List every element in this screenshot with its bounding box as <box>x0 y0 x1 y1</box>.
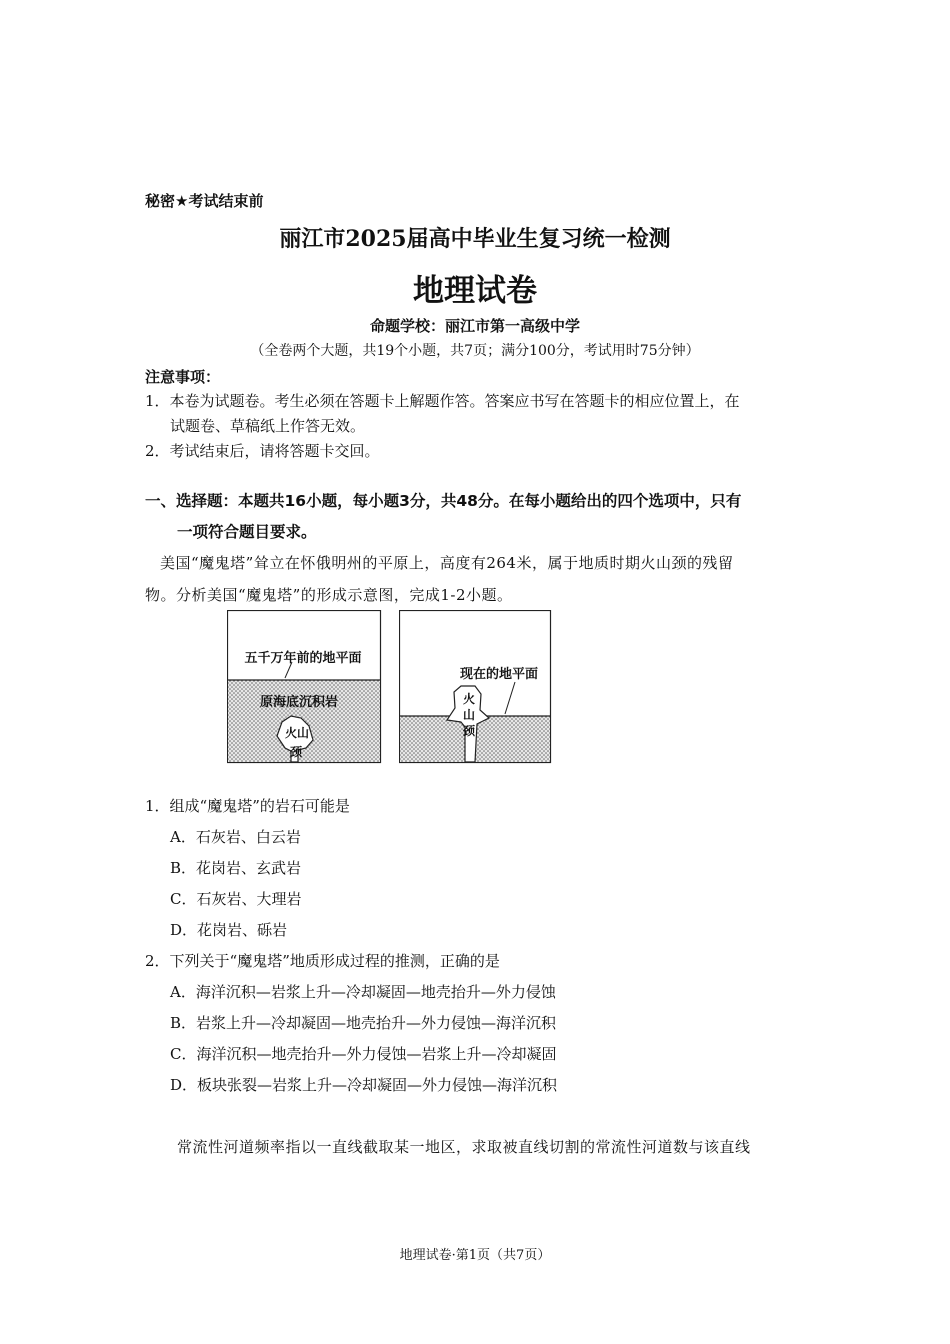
passage-line: 常流性河道频率指以一直线截取某一地区，求取被直线切割的常流性河道数与该直线 <box>177 1138 751 1156</box>
page-footer: 地理试卷·第1页（共7页） <box>399 1248 551 1263</box>
subject-title: 地理试卷 <box>413 273 537 309</box>
label-sediment-rock: 原海底沉积岩 <box>259 695 339 710</box>
question-1-option-a: A．石灰岩、白云岩 <box>170 828 301 846</box>
exam-title: 丽江市2025届高中毕业生复习统一检测 <box>279 226 671 252</box>
question-2-option-b: B．岩浆上升—冷却凝固—地壳抬升—外力侵蚀—海洋沉积 <box>170 1014 557 1032</box>
label-neck: 颈 <box>289 745 303 759</box>
label-neck: 火山 <box>284 726 310 740</box>
figure-present-diagram <box>399 610 552 764</box>
question-2-stem: 2．下列关于“魔鬼塔”地质形成过程的推测，正确的是 <box>145 952 500 970</box>
question-1-option-b: B．花岗岩、玄武岩 <box>170 859 302 877</box>
question-1-option-d: D．花岗岩、砾岩 <box>170 921 288 939</box>
section-heading-continued: 一项符合题目要求。 <box>177 523 317 541</box>
note-1-continued: 试题卷、草稿纸上作答无效。 <box>170 417 366 435</box>
question-1-stem: 1．组成“魔鬼塔”的岩石可能是 <box>145 797 350 815</box>
passage-line: 美国“魔鬼塔”耸立在怀俄明州的平原上，高度有264米，属于地质时期火山颈的残留 <box>160 554 734 572</box>
notes-heading: 注意事项： <box>145 368 221 386</box>
note-text: 考试结束后，请将答题卡交回。 <box>169 442 380 460</box>
section-heading: 一、选择题：本题共16小题，每小题3分，共48分。在每小题给出的四个选项中，只有 <box>145 492 742 510</box>
question-2-option-a: A．海洋沉积—岩浆上升—冷却凝固—地壳抬升—外力侵蚀 <box>170 983 556 1001</box>
note-1 <box>145 390 740 411</box>
note-number: 2． <box>145 442 170 460</box>
exam-info: （全卷两个大题，共19个小题，共7页；满分100分，考试用时75分钟） <box>250 343 700 359</box>
label-present-ground: 现在的地平面 <box>459 667 539 682</box>
setter-school: 命题学校：丽江市第一高级中学 <box>369 317 580 335</box>
figure-past-diagram <box>227 610 382 764</box>
question-1-option-c: C．石灰岩、大理岩 <box>170 890 302 908</box>
note-2 <box>145 440 380 461</box>
passage-line: 物。分析美国“魔鬼塔”的形成示意图，完成1-2小题。 <box>145 586 513 604</box>
label-neck: 山 <box>462 708 476 722</box>
note-text: 本卷为试题卷。考生必须在答题卡上解题作答。答案应书写在答题卡的相应位置上，在 <box>169 392 740 410</box>
label-neck: 火 <box>462 692 476 706</box>
confidential-label: 秘密★考试结束前 <box>145 192 264 210</box>
note-number: 1． <box>145 392 170 410</box>
question-2-option-d: D．板块张裂—岩浆上升—冷却凝固—外力侵蚀—海洋沉积 <box>170 1076 558 1094</box>
label-neck: 颈 <box>462 724 476 738</box>
question-2-option-c: C．海洋沉积—地壳抬升—外力侵蚀—岩浆上升—冷却凝固 <box>170 1045 557 1063</box>
label-past-ground: 五千万年前的地平面 <box>244 651 362 666</box>
